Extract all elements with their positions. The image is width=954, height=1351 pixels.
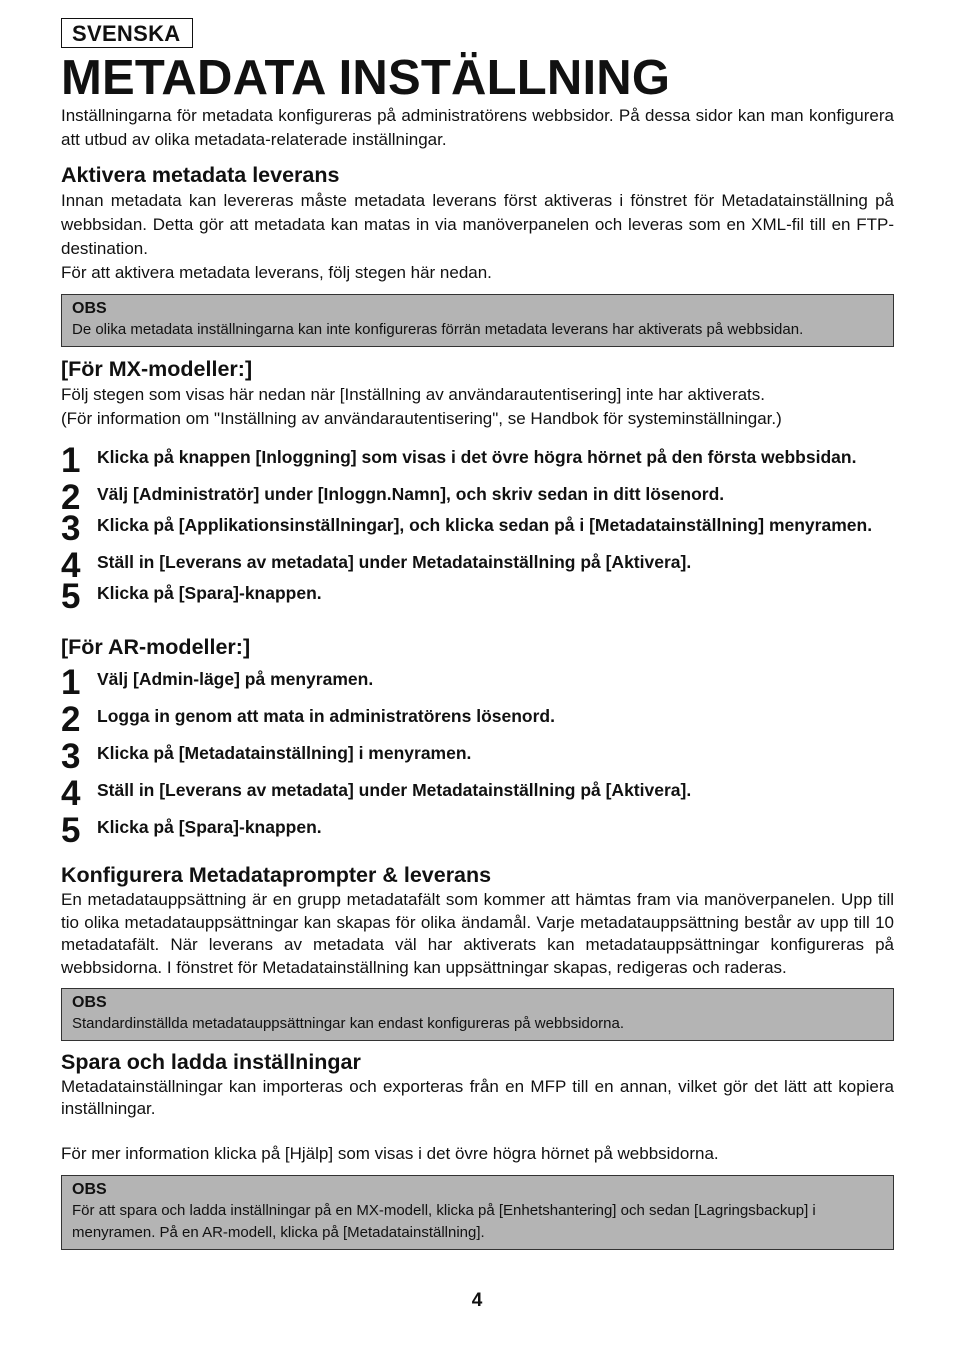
mx-paragraph: Följ stegen som visas här nedan när [Inställning av användarautentisering] inte har aktiverats. [61,385,766,404]
step-item [61,478,894,517]
step-item [61,811,894,850]
save-paragraph: Metadatainställningar kan importeras och exporteras från en MFP till en annan, vilket gör det lätt att kopiera inställningar. [61,1077,894,1118]
step-item [61,774,894,813]
step-item [61,737,894,776]
mx-steps-list [61,441,894,616]
step-text: Klicka på [Applikationsinställningar], och klicka sedan på i [Metadatainställning] menyramen. [97,515,873,535]
note-title: OBS [72,1181,107,1198]
document-page [61,18,894,1250]
mx-paragraph-2: (För information om "Inställning av användarautentisering", se Handbok för systeminställningar.) [61,409,782,428]
step-text: Klicka på [Spara]-knappen. [97,817,322,837]
step-text: Ställ in [Leverans av metadata] under Metadatainställning på [Aktivera]. [97,780,692,800]
configure-paragraph: En metadatauppsättning är en grupp metadatafält som kommer att hämtas fram via manöverpanelen. Upp till tio olika metadatauppsättningar kan skapas för olika ändamål. Varje metadatauppsättning består av upp till 10 metadatafält. När leverans av metadata väl har aktiverats kan metadatauppsättningar konfigureras på webbsidorna. I fönstret för Metadatainställning kan uppsättningar skapas, redigeras och raderas. [61,890,894,977]
step-text: Välj [Administratör] under [Inloggn.Namn], och skriv sedan in ditt lösenord. [97,484,725,504]
note-box-configure [61,988,894,1041]
step-number: 1 [61,441,81,480]
note-text: För att spara och ladda inställningar på en MX-modell, klicka på [Enhetshantering] och sedan [Lagringsbackup] i menyramen. På en AR-modell, klicka på [Metadatainställning]. [72,1202,816,1241]
step-item [61,577,894,616]
activate-paragraph-2: För att aktivera metadata leverans, följ stegen här nedan. [61,263,492,282]
step-item [61,441,894,480]
intro-paragraph: Inställningarna för metadata konfigureras på administratörens webbsidor. På dessa sidor kan man konfigurera att utbud av olika metadata-relaterade inställningar. [61,106,894,149]
step-text: Klicka på knappen [Inloggning] som visas i det övre högra hörnet på den första webbsidan. [97,447,857,467]
step-text: Klicka på [Spara]-knappen. [97,583,322,603]
note-text: Standardinställda metadatauppsättningar kan endast konfigureras på webbsidorna. [72,1015,625,1032]
save-heading: Spara och ladda inställningar [61,1050,361,1074]
step-number: 3 [61,509,81,548]
step-number: 4 [61,546,81,585]
page-number: 4 [471,1290,483,1311]
ar-steps-list [61,663,894,850]
mx-heading: [För MX-modeller:] [61,357,253,381]
configure-heading: Konfigurera Metadataprompter & leverans [61,863,492,887]
note-title: OBS [72,994,107,1011]
step-item [61,546,894,585]
step-number: 2 [61,478,81,517]
note-box-save [61,1175,894,1250]
save-paragraph-2: För mer information klicka på [Hjälp] som visas i det övre högra hörnet på webbsidorna. [61,1144,719,1163]
step-text: Ställ in [Leverans av metadata] under Metadatainställning på [Aktivera]. [97,552,692,572]
step-number: 5 [61,811,81,850]
note-box-activate [61,294,894,347]
step-number: 1 [61,663,81,702]
language-label: SVENSKA [61,18,193,48]
step-text: Välj [Admin-läge] på menyramen. [97,669,374,689]
step-number: 3 [61,737,81,776]
activate-heading: Aktivera metadata leverans [61,163,340,187]
page-title: METADATA INSTÄLLNING [61,51,671,105]
activate-paragraph: Innan metadata kan levereras måste metadata leverans först aktiveras i fönstret för Metadatainställning på webbsidan. Detta gör att metadata kan matas in via manöverpanelen och leveras som en XML-fil till en FTP-destination. [61,191,894,258]
step-item [61,700,894,739]
step-item [61,663,894,702]
step-text: Klicka på [Metadatainställning] i menyramen. [97,743,472,763]
ar-heading: [För AR-modeller:] [61,635,251,659]
step-number: 2 [61,700,81,739]
step-text: Logga in genom att mata in administratörens lösenord. [97,706,555,726]
step-number: 4 [61,774,81,813]
note-title: OBS [72,300,107,317]
step-number: 5 [61,577,81,616]
note-text: De olika metadata inställningarna kan inte konfigureras förrän metadata leverans har aktiverats på webbsidan. [72,321,804,338]
step-item [61,509,894,548]
